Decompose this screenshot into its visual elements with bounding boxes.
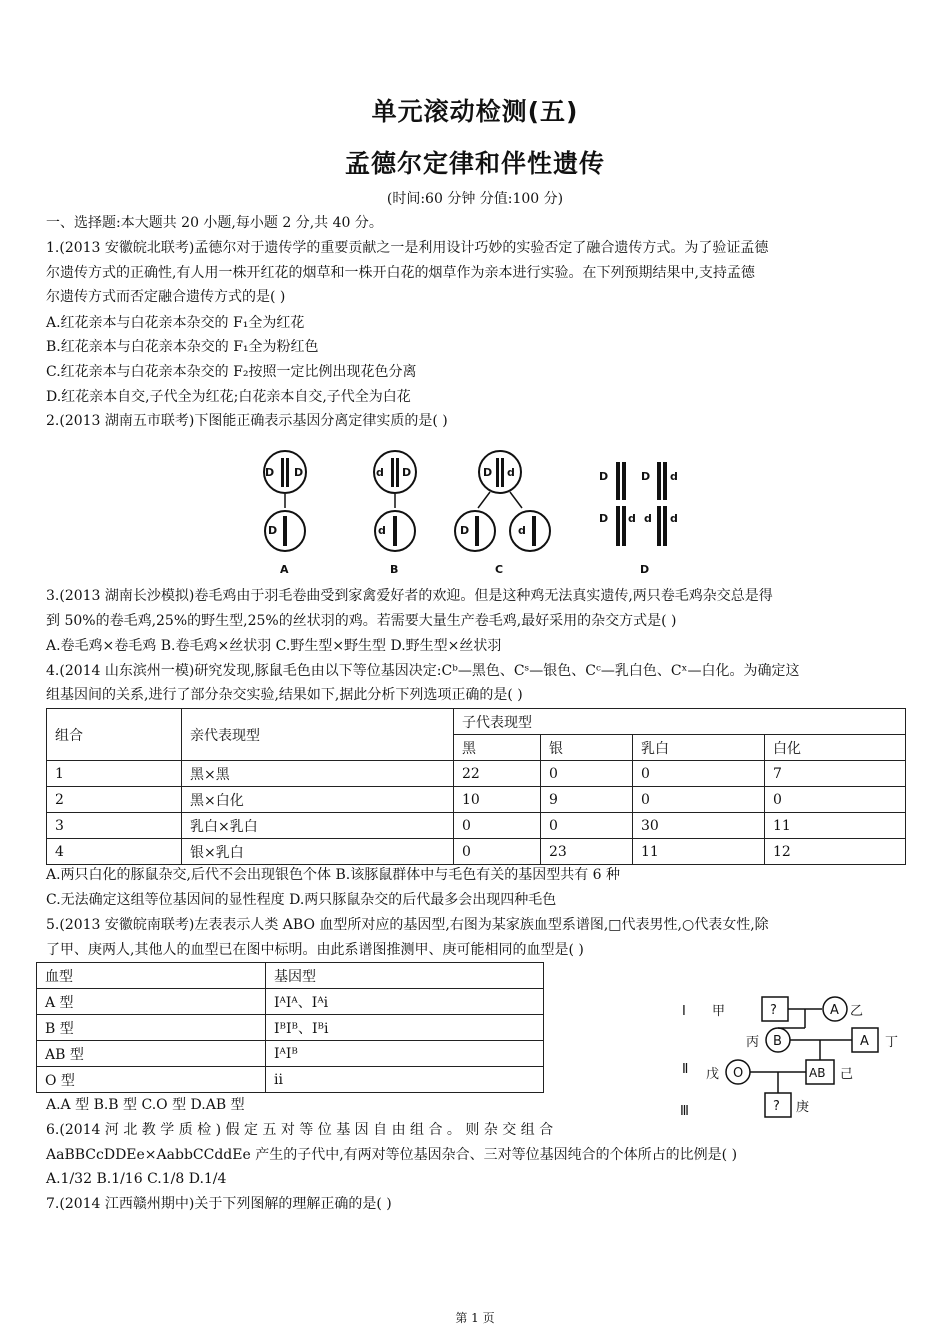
q6-line-1: 6.(2014 河 北 教 学 质 检 ) 假 定 五 对 等 位 基 因 自 由 组 合 。 则 杂 交 组 合 — [46, 1122, 554, 1138]
figure-d — [599, 462, 678, 576]
q5-options: A.A 型 B.B 型 C.O 型 D.AB 型 — [46, 1097, 245, 1113]
fig-label-a: A — [280, 563, 289, 576]
q1-stem-1: 1.(2013 安徽皖北联考)孟德尔对于遗传学的重要贡献之一是利用设计巧妙的实验否定了融合遗传方式。为了验证孟德 — [46, 240, 769, 256]
q1-option-d: D.红花亲本自交,子代全为红花;白花亲本自交,子代全为白花 — [46, 389, 411, 405]
svg-text:?: ? — [773, 1099, 780, 1114]
fig-label-b: B — [390, 563, 399, 576]
th-offspring: 子代表现型 — [454, 709, 906, 735]
svg-text:戊: 戊 — [706, 1067, 720, 1082]
svg-text:d: d — [644, 512, 652, 525]
page-number: 第 1 页 — [455, 1311, 495, 1325]
figure-c — [455, 451, 550, 576]
q4-options-ab: A.两只白化的豚鼠杂交,后代不会出现银色个体 B.该豚鼠群体中与毛色有关的基因型共有 6 种 — [46, 867, 621, 883]
svg-text:A: A — [860, 1034, 869, 1049]
q3-stem-2: 到 50%的卷毛鸡,25%的野生型,25%的丝状羽的鸡。若需要大量生产卷毛鸡,最好采用的杂交方式是( ) — [46, 613, 677, 629]
page-subtitle: 孟德尔定律和伴性遗传 — [344, 149, 605, 178]
q2-figure — [250, 448, 690, 578]
q5-stem-1: 5.(2013 安徽皖南联考)左表表示人类 ABO 血型所对应的基因型,右图为某家族血型系谱图,□代表男性,○代表女性,除 — [46, 917, 769, 933]
q1-option-b: B.红花亲本与白花亲本杂交的 F₁全为粉红色 — [46, 339, 319, 355]
q1-option-a: A.红花亲本与白花亲本杂交的 F₁全为红花 — [46, 315, 305, 331]
th-blood-type: 血型 — [37, 963, 266, 989]
svg-text:庚: 庚 — [796, 1100, 810, 1115]
svg-text:丁: 丁 — [885, 1035, 899, 1050]
table-row: 2 黑×白化 10 9 0 0 — [47, 787, 906, 813]
th-col: 白化 — [765, 735, 906, 761]
q4-stem-2: 组基因间的关系,进行了部分杂交实验,结果如下,据此分析下列选项正确的是( ) — [46, 687, 523, 703]
svg-text:D: D — [599, 512, 609, 525]
q4-options-cd: C.无法确定这组等位基因间的显性程度 D.两只豚鼠杂交的后代最多会出现四种毛色 — [46, 892, 557, 908]
svg-text:d: d — [670, 512, 678, 525]
svg-text:乙: 乙 — [850, 1004, 864, 1019]
table-row: 4 银×乳白 0 23 11 12 — [47, 839, 906, 865]
svg-text:d: d — [378, 524, 386, 537]
q6-options: A.1/32 B.1/16 C.1/8 D.1/4 — [46, 1171, 227, 1187]
svg-text:d: d — [518, 524, 526, 537]
table-row: B 型 IᴮIᴮ、Iᴮi — [37, 1015, 544, 1041]
svg-text:d: d — [376, 466, 384, 479]
svg-text:D: D — [402, 466, 412, 479]
svg-text:D: D — [641, 470, 651, 483]
q5-stem-2: 了甲、庚两人,其他人的血型已在图中标明。由此系谱图推测甲、庚可能相同的血型是( ) — [46, 942, 584, 958]
gen-label: Ⅰ — [682, 1004, 686, 1019]
svg-text:D: D — [599, 470, 609, 483]
q6-line-2: AaBBCcDDEe×AabbCCddEe 产生的子代中,有两对等位基因杂合、三对等位基因纯合的个体所占的比例是( ) — [46, 1147, 738, 1163]
svg-text:D: D — [294, 466, 304, 479]
section-heading: 一、选择题:本大题共 20 小题,每小题 2 分,共 40 分。 — [46, 215, 383, 231]
exam-meta: (时间:60 分钟 分值:100 分) — [386, 191, 564, 207]
figure-b — [374, 451, 416, 576]
th-col: 黑 — [454, 735, 541, 761]
q3-stem-1: 3.(2013 湖南长沙模拟)卷毛鸡由于羽毛卷曲受到家禽爱好者的欢迎。但是这种鸡无法真实遗传,两只卷毛鸡杂交总是得 — [46, 588, 773, 604]
svg-text:O: O — [733, 1066, 744, 1081]
fig-label-c: C — [495, 563, 504, 576]
svg-text:D: D — [460, 524, 470, 537]
svg-text:D: D — [483, 466, 493, 479]
th-group: 组合 — [47, 709, 182, 761]
svg-text:甲: 甲 — [712, 1004, 726, 1019]
svg-text:?: ? — [770, 1003, 777, 1018]
svg-text:d: d — [670, 470, 678, 483]
th-col: 乳白 — [633, 735, 765, 761]
q1-option-c: C.红花亲本与白花亲本杂交的 F₂按照一定比例出现花色分离 — [46, 364, 417, 380]
svg-text:AB: AB — [809, 1066, 826, 1080]
svg-text:D: D — [265, 466, 275, 479]
svg-text:己: 己 — [840, 1067, 854, 1082]
q3-options: A.卷毛鸡×卷毛鸡 B.卷毛鸡×丝状羽 C.野生型×野生型 D.野生型×丝状羽 — [46, 638, 502, 654]
svg-text:d: d — [507, 466, 515, 479]
q7-stem: 7.(2014 江西赣州期中)关于下列图解的理解正确的是( ) — [46, 1196, 392, 1212]
fig-label-d: D — [640, 563, 650, 576]
table-row: 1 黑×黑 22 0 0 7 — [47, 761, 906, 787]
table-row: A 型 IᴬIᴬ、Iᴬi — [37, 989, 544, 1015]
svg-text:B: B — [773, 1034, 782, 1049]
svg-text:d: d — [628, 512, 636, 525]
q4-table — [46, 708, 906, 865]
gen-label: Ⅲ — [680, 1104, 689, 1119]
svg-text:D: D — [268, 524, 278, 537]
table-row: 3 乳白×乳白 0 0 30 11 — [47, 813, 906, 839]
q1-stem-3: 尔遗传方式而否定融合遗传方式的是( ) — [46, 289, 286, 305]
gen-label: Ⅱ — [682, 1062, 689, 1077]
q4-stem-1: 4.(2014 山东滨州一模)研究发现,豚鼠毛色由以下等位基因决定:Cᵇ—黑色、Cˢ—银色、Cᶜ—乳白色、Cˣ—白化。为确定这 — [46, 663, 800, 679]
table-row: O 型 ii — [37, 1067, 544, 1093]
q1-stem-2: 尔遗传方式的正确性,有人用一株开红花的烟草和一株开白花的烟草作为亲本进行实验。在下列预期结果中,支持孟德 — [46, 265, 755, 281]
q2-stem: 2.(2013 湖南五市联考)下图能正确表示基因分离定律实质的是( ) — [46, 413, 448, 429]
th-col: 银 — [541, 735, 633, 761]
th-genotype: 基因型 — [266, 963, 544, 989]
svg-text:A: A — [830, 1003, 839, 1018]
figure-a — [264, 451, 306, 576]
svg-text:丙: 丙 — [746, 1035, 760, 1050]
q5-table — [36, 962, 544, 1093]
table-row: AB 型 IᴬIᴮ — [37, 1041, 544, 1067]
th-parent: 亲代表现型 — [182, 709, 454, 761]
page-title: 单元滚动检测(五) — [371, 97, 579, 126]
